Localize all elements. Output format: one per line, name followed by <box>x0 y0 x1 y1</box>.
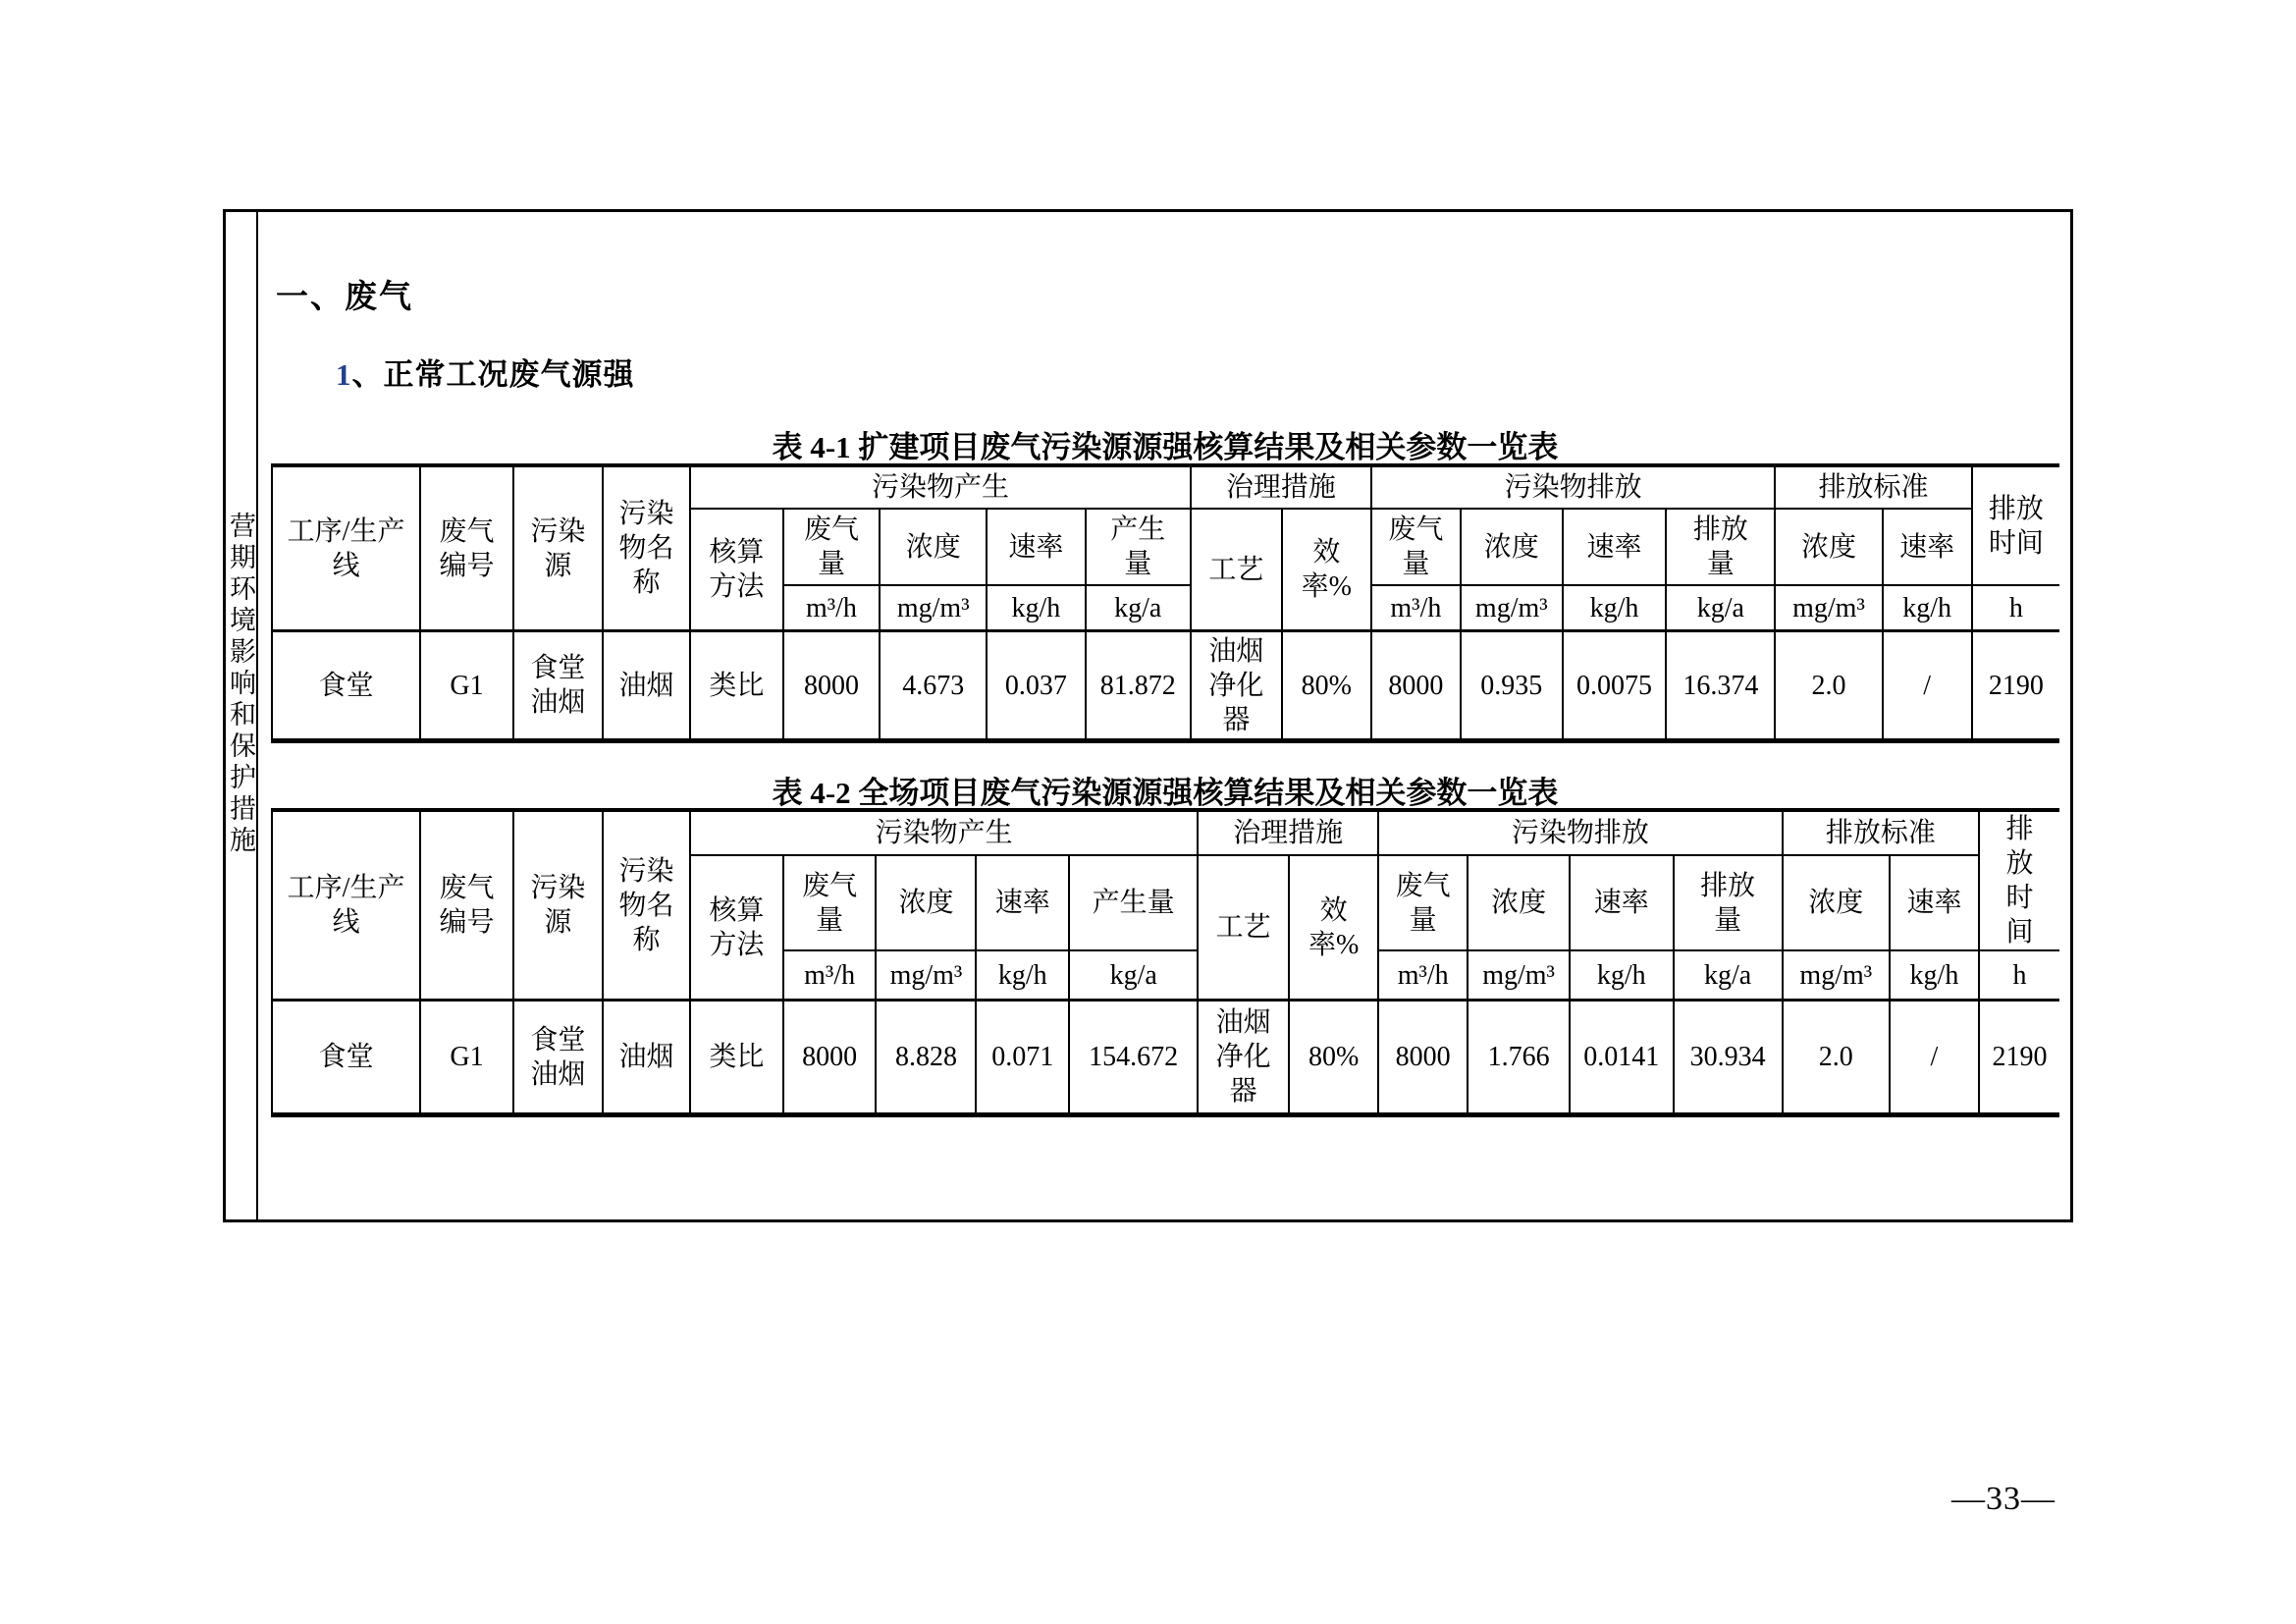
t1-cell-gas-no: G1 <box>420 631 513 741</box>
t2-unit-gen-amount: kg/a <box>1069 950 1198 1001</box>
t1-th-method: 核算方法 <box>690 509 783 631</box>
t1-unit-std-concentration: mg/m³ <box>1775 585 1882 631</box>
t1-cell-method: 类比 <box>690 631 783 741</box>
t1-th-emitted: 排放量 <box>1666 509 1775 585</box>
t2-cell-emit-rate: 0.0141 <box>1570 1001 1674 1115</box>
t1-unit-emit-amount: kg/a <box>1666 585 1775 631</box>
t1-group-generation: 污染物产生 <box>690 465 1191 509</box>
t2-th-rate-std: 速率 <box>1890 855 1979 950</box>
t1-cell-time: 2190 <box>1972 631 2059 741</box>
t1-data-row <box>272 631 2059 741</box>
page-number: —33— <box>1951 1481 2056 1517</box>
t2-th-efficiency: 效率% <box>1289 855 1378 1001</box>
t1-unit-gen-rate: kg/h <box>987 585 1085 631</box>
t2-th-emission-time: 排放时间 <box>1979 810 2059 950</box>
t1-unit-gen-amount: kg/a <box>1086 585 1191 631</box>
t2-group-treatment: 治理措施 <box>1198 810 1378 855</box>
t1-unit-emit-volume: m³/h <box>1371 585 1461 631</box>
t1-group-treatment: 治理措施 <box>1191 465 1371 509</box>
t2-th-concentration-gen: 浓度 <box>876 855 976 950</box>
table-4-1-title: 表 4-1 扩建项目废气污染源源强核算结果及相关参数一览表 <box>772 430 1559 464</box>
t2-cell-time: 2190 <box>1979 1001 2059 1115</box>
t1-th-emission-time: 排放时间 <box>1972 465 2059 585</box>
t2-group-generation: 污染物产生 <box>690 810 1198 855</box>
t1-th-craft: 工艺 <box>1191 509 1282 631</box>
t2-th-rate-gen: 速率 <box>976 855 1069 950</box>
t1-th-gas-volume-emit: 废气量 <box>1371 509 1461 585</box>
sub-heading-text: 、正常工况废气源强 <box>351 357 635 392</box>
t1-th-source: 污染源 <box>513 465 603 631</box>
t2-cell-gen-concentration: 8.828 <box>876 1001 976 1115</box>
t1-th-process: 工序/生产线 <box>272 465 420 631</box>
sub-heading-number: 1 <box>336 357 352 392</box>
table-4-2-title: 表 4-2 全场项目废气污染源源强核算结果及相关参数一览表 <box>772 776 1559 810</box>
t1-cell-gen-amount: 81.872 <box>1086 631 1191 741</box>
t1-group-emission: 污染物排放 <box>1371 465 1776 509</box>
t2-cell-craft: 油烟净化器 <box>1198 1001 1289 1115</box>
t2-group-standard: 排放标准 <box>1783 810 1979 855</box>
t2-th-craft: 工艺 <box>1198 855 1289 1001</box>
t2-th-process: 工序/生产线 <box>272 810 420 1001</box>
t1-cell-gen-concentration: 4.673 <box>880 631 987 741</box>
t2-th-source: 污染源 <box>513 810 603 1001</box>
t1-group-standard: 排放标准 <box>1775 465 1971 509</box>
t2-cell-source: 食堂油烟 <box>513 1001 603 1115</box>
t2-unit-std-rate: kg/h <box>1890 950 1979 1001</box>
t1-unit-std-rate: kg/h <box>1883 585 1972 631</box>
t1-th-rate-emit: 速率 <box>1563 509 1667 585</box>
t2-cell-efficiency: 80% <box>1289 1001 1378 1115</box>
t1-th-pollutant: 污染物名称 <box>603 465 690 631</box>
t1-cell-std-rate: / <box>1883 631 1972 741</box>
t2-th-concentration-emit: 浓度 <box>1468 855 1570 950</box>
t1-unit-gen-volume: m³/h <box>783 585 880 631</box>
t2-th-gas-volume-gen: 废气量 <box>783 855 877 950</box>
t1-cell-emit-rate: 0.0075 <box>1563 631 1667 741</box>
sidebar-divider-line <box>256 209 258 1222</box>
t1-cell-std-concentration: 2.0 <box>1775 631 1882 741</box>
t2-cell-emit-concentration: 1.766 <box>1468 1001 1570 1115</box>
t1-th-concentration-std: 浓度 <box>1775 509 1882 585</box>
t2-cell-emit-amount: 30.934 <box>1674 1001 1783 1115</box>
t1-cell-craft: 油烟净化器 <box>1191 631 1282 741</box>
table-4-1 <box>271 463 2059 743</box>
t2-cell-std-concentration: 2.0 <box>1783 1001 1890 1115</box>
t1-th-rate-gen: 速率 <box>987 509 1085 585</box>
t2-cell-process: 食堂 <box>272 1001 420 1115</box>
t2-unit-gen-rate: kg/h <box>976 950 1069 1001</box>
t2-unit-emit-rate: kg/h <box>1570 950 1674 1001</box>
t1-th-rate-std: 速率 <box>1883 509 1972 585</box>
t2-unit-emit-concentration: mg/m³ <box>1468 950 1570 1001</box>
t2-th-generated: 产生量 <box>1069 855 1198 950</box>
t2-th-gas-volume-emit: 废气量 <box>1378 855 1468 950</box>
table-4-2 <box>271 808 2059 1117</box>
t1-cell-gen-rate: 0.037 <box>987 631 1085 741</box>
t2-cell-gen-volume: 8000 <box>783 1001 877 1115</box>
t2-unit-std-concentration: mg/m³ <box>1783 950 1890 1001</box>
t2-unit-emit-amount: kg/a <box>1674 950 1783 1001</box>
t1-cell-emit-amount: 16.374 <box>1666 631 1775 741</box>
t2-th-pollutant: 污染物名称 <box>603 810 690 1001</box>
t2-cell-emit-volume: 8000 <box>1378 1001 1468 1115</box>
t1-cell-source: 食堂油烟 <box>513 631 603 741</box>
t2-cell-gen-amount: 154.672 <box>1069 1001 1198 1115</box>
t2-unit-gen-concentration: mg/m³ <box>876 950 976 1001</box>
t2-group-emission: 污染物排放 <box>1378 810 1783 855</box>
t2-unit-time: h <box>1979 950 2059 1001</box>
t2-th-method: 核算方法 <box>690 855 783 1001</box>
t2-cell-std-rate: / <box>1890 1001 1979 1115</box>
t1-th-concentration-gen: 浓度 <box>880 509 987 585</box>
t1-cell-gen-volume: 8000 <box>783 631 880 741</box>
t2-th-concentration-std: 浓度 <box>1783 855 1890 950</box>
t1-th-gas-no: 废气编号 <box>420 465 513 631</box>
t2-cell-gas-no: G1 <box>420 1001 513 1115</box>
t2-th-rate-emit: 速率 <box>1570 855 1674 950</box>
t1-unit-time: h <box>1972 585 2059 631</box>
t1-th-generated: 产生量 <box>1086 509 1191 585</box>
t2-th-emitted: 排放量 <box>1674 855 1783 950</box>
t1-unit-gen-concentration: mg/m³ <box>880 585 987 631</box>
sub-heading <box>336 350 635 394</box>
t1-th-gas-volume-gen: 废气量 <box>783 509 880 585</box>
t2-unit-gen-volume: m³/h <box>783 950 877 1001</box>
t2-data-row <box>272 1001 2059 1115</box>
t2-unit-emit-volume: m³/h <box>1378 950 1468 1001</box>
t1-cell-pollutant: 油烟 <box>603 631 690 741</box>
t2-th-gas-no: 废气编号 <box>420 810 513 1001</box>
t1-cell-emit-concentration: 0.935 <box>1461 631 1563 741</box>
section-heading: 一、废气 <box>276 280 413 315</box>
t1-cell-process: 食堂 <box>272 631 420 741</box>
t1-cell-emit-volume: 8000 <box>1371 631 1461 741</box>
t1-th-efficiency: 效率% <box>1282 509 1371 631</box>
sidebar-vertical-label: 营期环境影响和保护措施 <box>226 512 255 857</box>
t1-unit-emit-rate: kg/h <box>1563 585 1667 631</box>
t1-cell-efficiency: 80% <box>1282 631 1371 741</box>
t2-cell-gen-rate: 0.071 <box>976 1001 1069 1115</box>
t2-cell-pollutant: 油烟 <box>603 1001 690 1115</box>
t1-th-concentration-emit: 浓度 <box>1461 509 1563 585</box>
t2-cell-method: 类比 <box>690 1001 783 1115</box>
t1-unit-emit-concentration: mg/m³ <box>1461 585 1563 631</box>
